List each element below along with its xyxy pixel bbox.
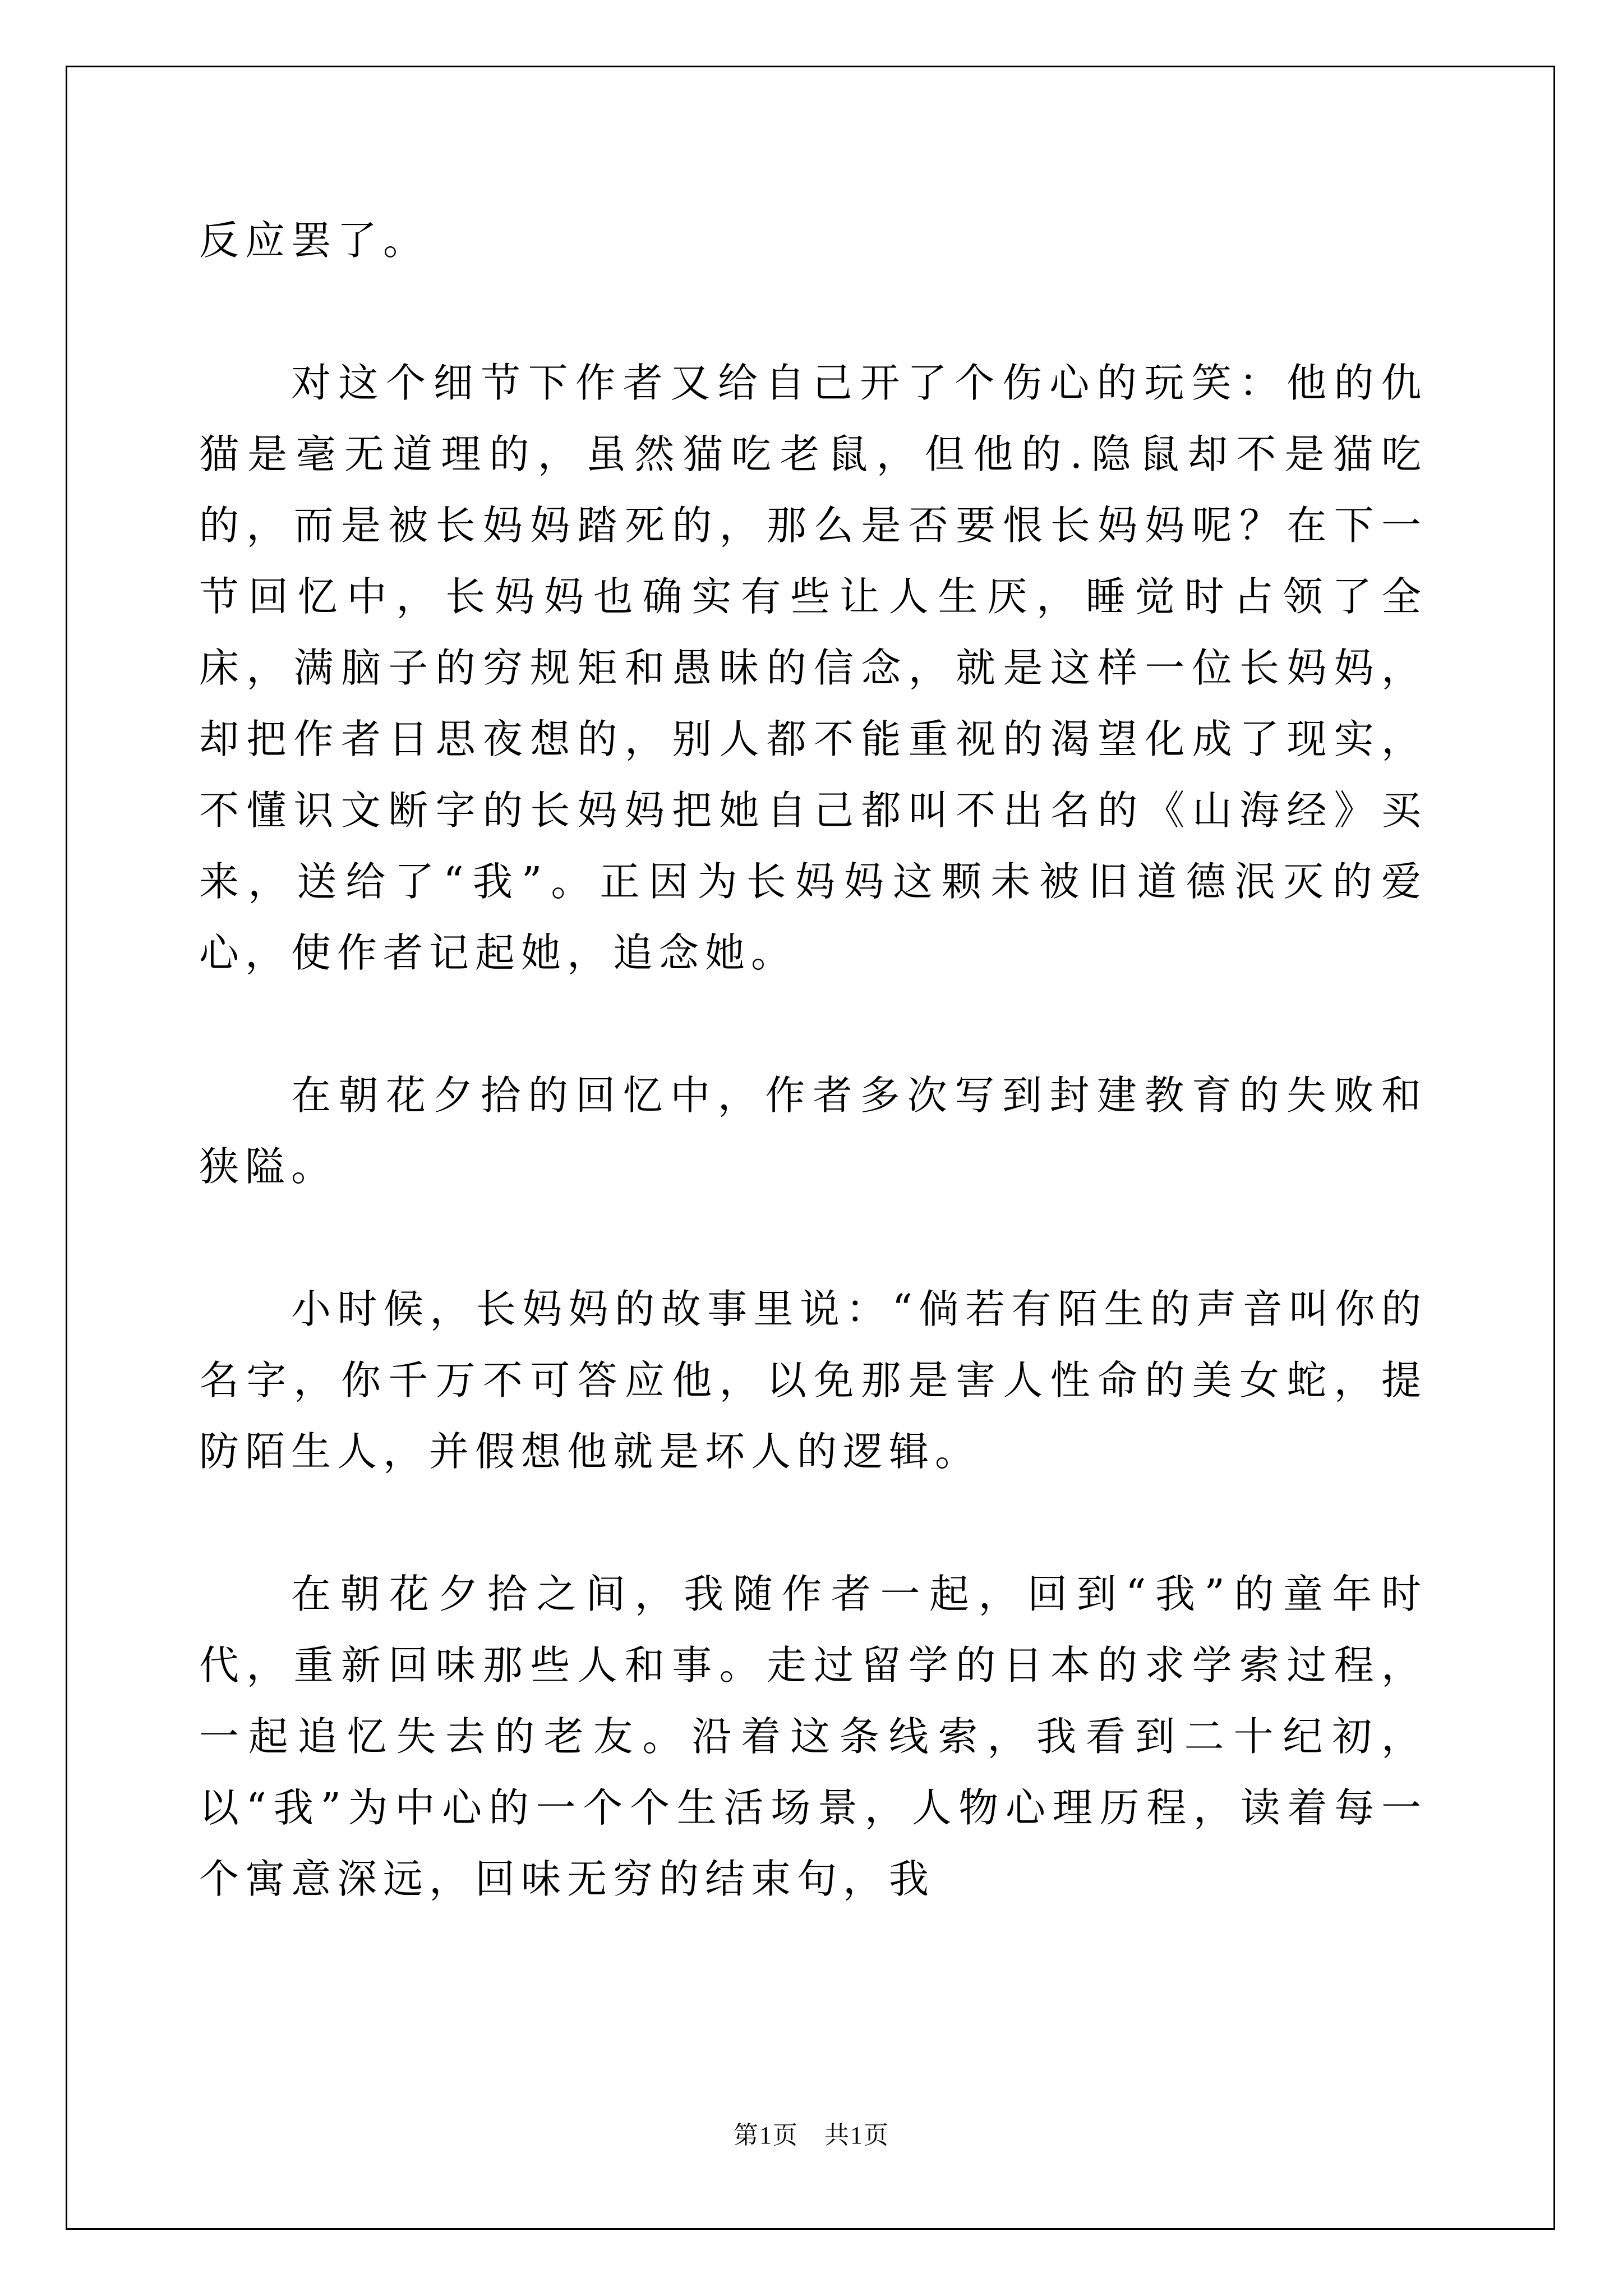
document-body [199, 205, 1427, 1915]
paragraph-1: 反应罢了。 [199, 217, 430, 264]
paragraph-3: 在朝花夕拾的回忆中，作者多次写到封建教育的失败和狭隘。 [199, 1072, 1427, 1190]
paragraph-4: 小时候，长妈妈的故事里说：“倘若有陌生的声音叫你的名字，你千万不可答应他，以免那是害人性命的美女蛇，提防陌生人，并假想他就是坏人的逻辑。 [199, 1286, 1427, 1475]
paragraph-2: 对这个细节下作者又给自己开了个伤心的玩笑：他的仇猫是毫无道理的，虽然猫吃老鼠，但他的.隐鼠却不是猫吃的，而是被长妈妈踏死的，那么是否要恨长妈妈呢？在下一节回忆中，长妈妈也确实有些让人生厌，睡觉时占领了全床，满脑子的穷规矩和愚昧的信念，就是这样一位长妈妈，却把作者日思夜想的，别人都不能重视的渴望化成了现实，不懂识文断字的长妈妈把她自己都叫不出名的《山海经》买来，送给了“我”。正因为长妈妈这颗未被旧道德泯灭的爱心，使作者记起她，追念她。 [199, 360, 1427, 976]
page-footer: 第1页 共1页 [734, 2122, 889, 2149]
paragraph-5: 在朝花夕拾之间，我随作者一起，回到“我”的童年时代，重新回味那些人和事。走过留学的日本的求学索过程，一起追忆失去的老友。沿着这条线索，我看到二十纪初，以“我”为中心的一个个生活场景，人物心理历程，读着每一个寓意深远，回味无穷的结束句，我 [199, 1571, 1427, 1902]
